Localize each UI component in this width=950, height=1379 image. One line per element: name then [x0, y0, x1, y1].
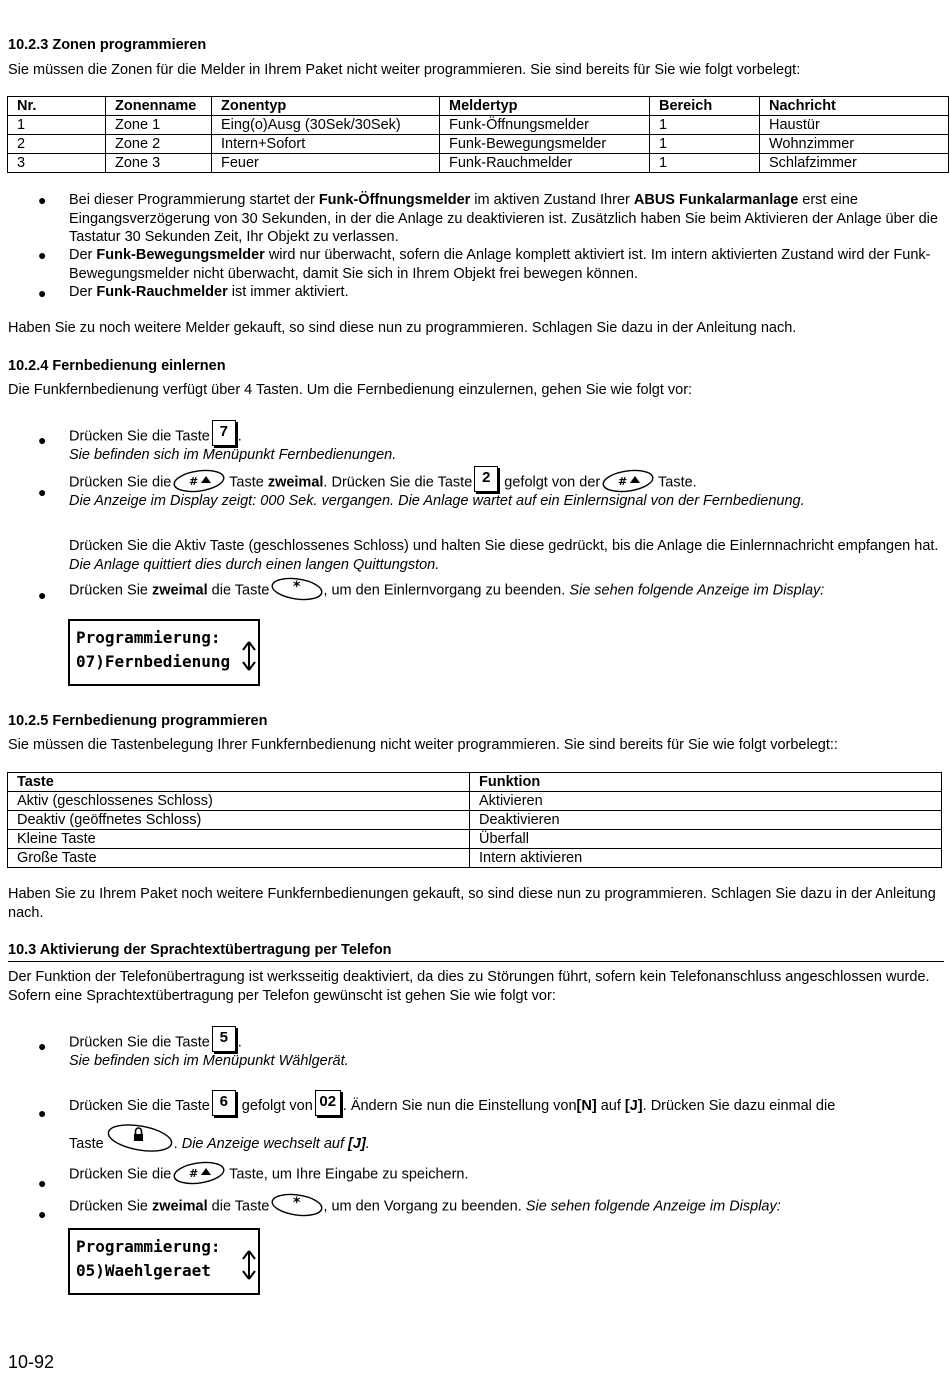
note: Die Anzeige im Display zeigt: 000 Sek. vergangen. Die Anlage wartet auf ein Einlernsignal von der Fernbedienung.	[69, 493, 805, 509]
text: Drücken Sie die Taste	[69, 1034, 210, 1051]
key-2-icon: 2	[474, 466, 498, 492]
text-italic: Die Anlage quittiert dies durch einen langen Quittungston.	[69, 556, 440, 573]
text-italic: Die Anzeige wechselt auf	[181, 1136, 349, 1152]
text: Taste	[69, 1136, 104, 1152]
text-italic: .	[365, 1136, 370, 1152]
bullet-icon: ●	[38, 587, 47, 603]
header-meldertyp: Meldertyp	[440, 97, 650, 116]
lock-key-icon	[106, 1122, 172, 1152]
bullet-icon: ●	[38, 1175, 47, 1191]
intro-10-3: Der Funktion der Telefonübertragung ist werksseitig deaktiviert, da dies zu Störungen führt, sofern kein Telefonanschluss angeschlossen wurde. Sofern eine Sprachtextübertragung per Telefon gewünscht ist gehen Sie wie folgt vor:	[8, 969, 930, 1004]
list-item	[69, 1192, 939, 1216]
heading-10-2-4: 10.2.4 Fernbedienung einlernen	[8, 358, 226, 374]
intro-10-2-4: Die Funkfernbedienung verfügt über 4 Tasten. Um die Fernbedienung einzulernen, gehen Sie wie folgt vor:	[8, 382, 693, 398]
bullet-icon: ●	[38, 1038, 47, 1054]
svg-text:#: #	[189, 475, 199, 488]
table-cell: 1	[650, 116, 760, 135]
remote-table	[7, 772, 942, 868]
table-cell: Zone 2	[106, 135, 212, 154]
text: Drücken Sie die Taste	[69, 428, 210, 445]
text: die Taste	[207, 1198, 270, 1215]
intro-10-2-3: Sie müssen die Zonen für die Melder in Ihrem Paket nicht weiter programmieren. Sie sind bereits für Sie wie folgt vorbelegt:	[8, 62, 801, 78]
text: Der	[69, 247, 97, 263]
header-nachricht: Nachricht	[760, 97, 949, 116]
list-item	[69, 1160, 939, 1184]
table-cell: Wohnzimmer	[760, 135, 949, 154]
hash-key-icon	[602, 468, 652, 492]
bullet-icon: ●	[38, 432, 47, 448]
text-bold: Funk-Öffnungsmelder	[318, 192, 471, 208]
table-cell: Funk-Öffnungsmelder	[440, 116, 650, 135]
text: gefolgt von	[237, 1098, 313, 1114]
key-02-icon: 02	[315, 1090, 341, 1116]
table-cell: Überfall	[470, 830, 942, 849]
list-item	[69, 466, 939, 511]
text: Bei dieser Programmierung startet der	[69, 192, 319, 208]
header-funktion: Funktion	[470, 773, 942, 792]
text-bold: Funk-Bewegungsmelder	[96, 247, 265, 263]
table-cell: 3	[8, 154, 106, 173]
text: , um den Vorgang zu beenden.	[323, 1198, 526, 1215]
table-row	[8, 811, 942, 830]
text-bold: [N]	[576, 1098, 597, 1114]
text: Der	[69, 284, 97, 300]
up-down-arrow-icon	[242, 640, 256, 679]
section-rule	[8, 961, 944, 962]
list-item	[69, 1090, 939, 1154]
list-item	[69, 246, 939, 283]
text-bold: zweimal	[152, 582, 208, 599]
hash-key-icon	[173, 1160, 223, 1184]
table-row	[8, 116, 949, 135]
lcd-display	[68, 1228, 260, 1295]
key-6-icon: 6	[212, 1090, 236, 1116]
svg-text:*: *	[293, 579, 301, 595]
header-bereich: Bereich	[650, 97, 760, 116]
remote-table-header	[8, 773, 942, 792]
text: . Ändern Sie nun die Einstellung von	[342, 1098, 577, 1114]
text: Drücken Sie	[69, 1198, 153, 1215]
text-bold: ABUS Funkalarmanlage	[633, 192, 799, 208]
text: auf	[596, 1098, 625, 1114]
table-cell: Funk-Rauchmelder	[440, 154, 650, 173]
svg-text:#: #	[189, 1167, 199, 1180]
text-italic: Sie sehen folgende Anzeige im Display:	[525, 1198, 781, 1215]
page-number: 10-92	[8, 1352, 55, 1372]
text: wird nur überwacht, sofern die Anlage komplett aktiviert ist. Im intern aktivierten Zustand wird der Funk-Bewegungsmelder nicht überwacht, damit Sie sich in Ihrem Objekt frei bewegen können.	[69, 247, 931, 282]
table-cell: Deaktiv (geöffnetes Schloss)	[8, 811, 470, 830]
text: Drücken Sie die	[69, 1166, 172, 1183]
text: Drücken Sie die Aktiv Taste (geschlossenes Schloss) und halten Sie diese gedrückt, bis die Anlage die Einlernnachricht empfangen hat.	[69, 538, 939, 554]
text: Drücken Sie	[69, 582, 153, 599]
heading-10-3: 10.3 Aktivierung der Sprachtextübertragung per Telefon	[8, 942, 392, 958]
text-italic: Sie sehen folgende Anzeige im Display:	[569, 582, 825, 599]
text: . Drücken Sie dazu einmal die	[642, 1098, 836, 1114]
table-cell: Kleine Taste	[8, 830, 470, 849]
outro-10-2-3: Haben Sie zu noch weitere Melder gekauft, so sind diese nun zu programmieren. Schlagen Sie dazu in der Anleitung nach.	[8, 320, 797, 336]
intro-10-2-5: Sie müssen die Tastenbelegung Ihrer Funkfernbedienung nicht weiter programmieren. Sie sind bereits für Sie wie folgt vorbelegt::	[8, 737, 838, 753]
table-row	[8, 792, 942, 811]
table-cell: Zone 1	[106, 116, 212, 135]
zones-table	[7, 96, 949, 173]
list-item	[69, 283, 939, 302]
table-row	[8, 154, 949, 173]
text-bold: [J]	[624, 1098, 643, 1114]
table-cell: Feuer	[212, 154, 440, 173]
text: gefolgt von der	[500, 474, 601, 491]
text: .	[237, 1034, 242, 1051]
text: .	[237, 428, 242, 445]
table-row	[8, 830, 942, 849]
list-item	[69, 191, 939, 247]
table-cell: Haustür	[760, 116, 949, 135]
lcd-line: Programmierung:	[76, 628, 221, 647]
table-cell: 1	[8, 116, 106, 135]
text: Taste	[225, 474, 268, 491]
lcd-display	[68, 619, 260, 686]
table-cell: Eing(o)Ausg (30Sek/30Sek)	[212, 116, 440, 135]
text: Drücken Sie die Taste	[69, 1098, 210, 1114]
note: Sie befinden sich im Menüpunkt Fernbedienungen.	[69, 447, 397, 463]
lcd-line: 07)Fernbedienung	[76, 652, 231, 671]
table-cell: Funk-Bewegungsmelder	[440, 135, 650, 154]
zones-table-header	[8, 97, 949, 116]
text: Taste.	[654, 474, 697, 491]
table-cell: 1	[650, 154, 760, 173]
text-bold: Funk-Rauchmelder	[96, 284, 228, 300]
table-cell: Aktivieren	[470, 792, 942, 811]
header-zonenname: Zonenname	[106, 97, 212, 116]
heading-10-2-5: 10.2.5 Fernbedienung programmieren	[8, 713, 268, 729]
svg-text:#: #	[618, 475, 628, 488]
list-item	[69, 576, 939, 600]
bullet-icon: ●	[38, 247, 47, 263]
outro-10-2-5: Haben Sie zu Ihrem Paket noch weitere Funkfernbedienungen gekauft, so sind diese nun zu programmieren. Schlagen Sie dazu in der Anleitung nach.	[8, 886, 936, 921]
table-cell: Intern+Sofort	[212, 135, 440, 154]
text-bold: zweimal	[152, 1198, 208, 1215]
header-taste: Taste	[8, 773, 470, 792]
key-7-icon: 7	[212, 420, 236, 446]
svg-text:*: *	[293, 1195, 301, 1211]
table-row	[8, 849, 942, 868]
hash-key-icon	[173, 468, 223, 492]
table-cell: Deaktivieren	[470, 811, 942, 830]
text: . Drücken Sie die Taste	[323, 474, 473, 491]
table-cell: Große Taste	[8, 849, 470, 868]
text: erst eine Eingangsverzögerung von 30 Sekunden, in der die Anlage zu deaktivieren ist. Zusätzlich haben Sie beim Aktivieren der Anlage über die Tastatur 30 Sekunden Zeit, Ihr Objekt zu verlassen.	[69, 192, 938, 245]
table-cell: 1	[650, 135, 760, 154]
text: , um den Einlernvorgang zu beenden.	[323, 582, 570, 599]
text-bold: zweimal	[267, 474, 324, 491]
up-down-arrow-icon	[242, 1249, 256, 1288]
text: ist immer aktiviert.	[227, 284, 349, 300]
note: Sie befinden sich im Menüpunkt Wählgerät.	[69, 1053, 349, 1069]
paragraph	[69, 537, 939, 574]
text: Drücken Sie die	[69, 474, 172, 491]
table-row	[8, 135, 949, 154]
star-key-icon	[271, 576, 321, 600]
bullet-icon: ●	[38, 285, 47, 301]
text: .	[173, 1136, 182, 1152]
table-cell: Schlafzimmer	[760, 154, 949, 173]
table-cell: Intern aktivieren	[470, 849, 942, 868]
key-5-icon: 5	[212, 1026, 236, 1052]
bullet-icon: ●	[38, 1206, 47, 1222]
text: die Taste	[207, 582, 270, 599]
header-nr: Nr.	[8, 97, 106, 116]
star-key-icon	[271, 1192, 321, 1216]
heading-10-2-3: 10.2.3 Zonen programmieren	[8, 37, 207, 53]
bullet-icon: ●	[38, 192, 47, 208]
table-cell: 2	[8, 135, 106, 154]
lcd-line: Programmierung:	[76, 1237, 221, 1256]
list-item	[69, 420, 939, 465]
list-item	[69, 1026, 939, 1071]
text: Taste, um Ihre Eingabe zu speichern.	[225, 1166, 469, 1183]
table-cell: Zone 3	[106, 154, 212, 173]
lcd-line: 05)Waehlgeraet	[76, 1261, 211, 1280]
table-cell: Aktiv (geschlossenes Schloss)	[8, 792, 470, 811]
bullet-icon: ●	[38, 484, 47, 500]
text-bold-italic: [J]	[348, 1136, 366, 1152]
header-zonentyp: Zonentyp	[212, 97, 440, 116]
text: im aktiven Zustand Ihrer	[470, 192, 634, 208]
bullet-icon: ●	[38, 1105, 47, 1121]
